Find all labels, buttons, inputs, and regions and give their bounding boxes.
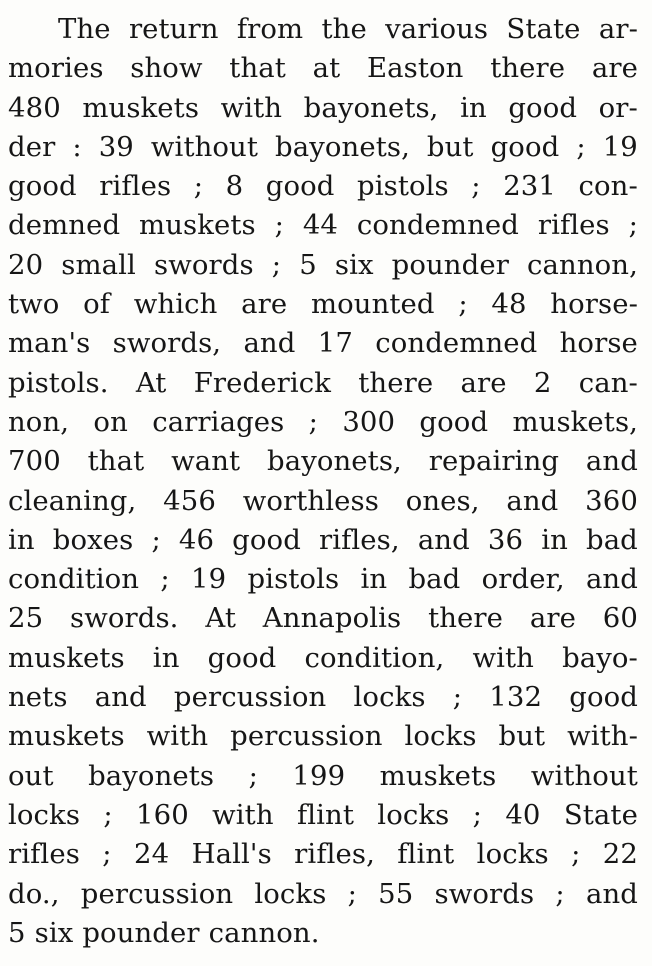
word: 132: [489, 681, 543, 714]
word: are: [460, 366, 507, 399]
word: At: [135, 366, 167, 399]
word: want: [171, 445, 241, 478]
word: swords: [434, 877, 535, 910]
word: ;: [628, 209, 638, 242]
word: there: [428, 602, 504, 635]
word: in: [8, 523, 35, 556]
word: Frederick: [193, 366, 332, 399]
word: muskets: [139, 209, 256, 242]
word: return: [128, 13, 219, 45]
word: At: [205, 602, 236, 635]
word: condition,: [304, 641, 445, 674]
text-line: [8, 403, 638, 442]
word: swords: [154, 248, 254, 281]
word: muskets: [8, 641, 125, 674]
word: ;: [151, 523, 161, 556]
word: man's: [8, 327, 91, 360]
word: 160: [136, 798, 189, 831]
word: non,: [8, 405, 70, 438]
word: 199: [292, 759, 346, 792]
text-line: [8, 717, 638, 756]
word: 456: [163, 484, 216, 517]
word: but: [426, 130, 474, 163]
word: 19: [602, 130, 638, 163]
word: out: [8, 759, 54, 792]
word: are: [591, 52, 638, 85]
text-line: [8, 324, 638, 363]
text-line: [8, 442, 638, 481]
word: 5: [299, 248, 317, 281]
text-line: [8, 796, 638, 835]
text-line: [8, 128, 638, 167]
word: good: [232, 523, 301, 556]
word: in: [541, 523, 568, 556]
word: nets: [8, 681, 68, 714]
word: bayonets,: [303, 91, 439, 124]
text-line: [8, 10, 638, 49]
word: 300: [342, 405, 396, 438]
word: good: [569, 681, 638, 714]
word: muskets,: [512, 405, 638, 438]
word: that: [87, 445, 145, 478]
word: condition: [8, 563, 140, 596]
word: rifles: [8, 838, 80, 871]
word: 22: [602, 838, 638, 871]
word: with: [212, 798, 274, 831]
word: horse: [559, 327, 638, 360]
word: without: [530, 759, 638, 792]
text-line: [8, 89, 638, 128]
text-line: [8, 875, 638, 914]
word: in: [360, 563, 388, 596]
word: ;: [308, 405, 319, 438]
word: mounted: [310, 288, 435, 321]
word: 5: [8, 916, 26, 949]
word: Annapolis: [262, 602, 402, 635]
word: 480: [8, 91, 61, 124]
text-line: [8, 167, 638, 206]
word: State: [563, 798, 638, 831]
word: with: [146, 720, 209, 753]
word: ;: [193, 170, 204, 203]
text-line: [8, 285, 638, 324]
word: The: [58, 13, 111, 45]
word: bad: [585, 523, 638, 556]
word: boxes: [52, 523, 134, 556]
text-line: [8, 835, 638, 874]
word: locks: [404, 720, 477, 753]
word: 360: [585, 484, 638, 517]
word: muskets: [379, 759, 497, 792]
word: rifles: [537, 209, 610, 242]
word: order,: [481, 563, 565, 596]
word: ;: [471, 170, 481, 203]
word: and: [585, 445, 638, 478]
text-line: [8, 206, 638, 245]
word: 24: [134, 838, 170, 871]
word: condemned: [356, 209, 519, 242]
word: but: [498, 720, 546, 753]
word: with-: [567, 720, 638, 753]
word: cleaning,: [8, 484, 137, 517]
word: locks: [476, 838, 549, 871]
word: swords,: [112, 327, 222, 360]
word: ;: [576, 130, 586, 163]
word: and: [585, 563, 638, 596]
word: good: [508, 91, 578, 124]
word: ;: [248, 759, 258, 792]
text-line: [8, 364, 638, 403]
word: 46: [178, 523, 215, 556]
word: 39: [98, 130, 134, 163]
word: pounder: [391, 248, 509, 281]
word: pistols: [247, 563, 340, 596]
word: in: [152, 641, 180, 674]
word: ones,: [405, 484, 480, 517]
word: ar-: [598, 13, 638, 45]
word: demned: [8, 209, 121, 242]
word: 60: [602, 602, 638, 635]
word: rifles: [99, 170, 172, 203]
word: various: [385, 13, 489, 45]
word: rifles,: [318, 523, 400, 556]
word: and: [585, 877, 638, 910]
word: 40: [505, 798, 541, 831]
word: that: [229, 52, 286, 85]
text-line: [8, 482, 638, 521]
word: pistols.: [8, 366, 109, 399]
word: cannon,: [527, 248, 638, 281]
word: are: [529, 602, 576, 635]
word: ;: [452, 681, 463, 714]
word: ;: [103, 798, 113, 831]
word: percussion: [173, 681, 327, 714]
word: condemned: [375, 327, 538, 360]
word: show: [130, 52, 203, 85]
text-line: [8, 599, 638, 638]
word: 55: [378, 877, 414, 910]
word: 25: [8, 602, 44, 635]
word: 36: [487, 523, 524, 556]
word: ;: [571, 838, 581, 871]
word: six: [34, 916, 74, 949]
word: in: [460, 91, 487, 124]
word: there: [358, 366, 434, 399]
word: there: [490, 52, 566, 85]
word: 231: [503, 170, 556, 203]
word: muskets: [8, 720, 125, 753]
word: ;: [555, 877, 565, 910]
word: without: [150, 130, 259, 163]
word: small: [61, 248, 136, 281]
word: 20: [8, 248, 44, 281]
word: locks: [353, 681, 426, 714]
word: with: [220, 91, 283, 124]
word: do.,: [8, 877, 60, 910]
word: with: [472, 641, 534, 674]
text-line: [8, 914, 638, 953]
word: :: [72, 130, 82, 163]
word: bayonets: [88, 759, 215, 792]
word: and: [417, 523, 470, 556]
word: on: [93, 405, 128, 438]
word: 19: [191, 563, 227, 596]
word: ;: [102, 838, 112, 871]
word: good: [490, 130, 560, 163]
word: and: [94, 681, 147, 714]
word: Hall's: [191, 838, 272, 871]
word: ;: [347, 877, 357, 910]
word: swords.: [70, 602, 179, 635]
word: 700: [8, 445, 61, 478]
text-line: [8, 521, 638, 560]
word: 44: [302, 209, 339, 242]
word: at: [312, 52, 341, 85]
word: good: [265, 170, 335, 203]
word: ;: [271, 248, 282, 281]
word: ;: [458, 288, 468, 321]
word: mories: [8, 52, 104, 85]
word: and: [243, 327, 296, 360]
word: good: [207, 641, 277, 674]
word: der: [8, 130, 56, 163]
word: 17: [317, 327, 353, 360]
word: percussion: [80, 877, 234, 910]
word: Easton: [366, 52, 464, 85]
word: repairing: [428, 445, 560, 478]
word: ;: [472, 798, 483, 831]
word: flint: [397, 838, 455, 871]
word: can-: [578, 366, 638, 399]
word: ;: [274, 209, 284, 242]
word: bayonets,: [275, 130, 410, 163]
word: carriages: [152, 405, 285, 438]
word: which: [133, 288, 218, 321]
text-line: [8, 678, 638, 717]
text-line: [8, 560, 638, 599]
word: 2: [533, 366, 552, 399]
text-line: [8, 757, 638, 796]
word: from: [236, 13, 304, 45]
word: cannon.: [208, 916, 320, 949]
word: rifles,: [294, 838, 375, 871]
word: pounder: [82, 916, 200, 949]
word: six: [334, 248, 374, 281]
word: good: [8, 170, 77, 203]
word: of: [83, 288, 111, 321]
word: locks: [8, 798, 81, 831]
word: pistols: [357, 170, 449, 203]
word: locks: [377, 798, 450, 831]
word: and: [506, 484, 559, 517]
word: percussion: [230, 720, 383, 753]
text-line: [8, 49, 638, 88]
word: bayonets,: [267, 445, 402, 478]
word: con-: [578, 170, 638, 203]
word: the: [321, 13, 367, 45]
word: two: [8, 288, 60, 321]
text-line: [8, 246, 638, 285]
word: bayo-: [562, 641, 638, 674]
text-line: [8, 639, 638, 678]
word: bad: [408, 563, 461, 596]
word: are: [241, 288, 288, 321]
word: 48: [491, 288, 527, 321]
word: or-: [598, 91, 638, 124]
word: good: [419, 405, 489, 438]
word: muskets: [82, 91, 200, 124]
word: 8: [225, 170, 244, 203]
word: horse-: [550, 288, 638, 321]
word: State: [506, 13, 581, 45]
word: flint: [296, 798, 354, 831]
word: worthless: [242, 484, 379, 517]
word: ;: [160, 563, 170, 596]
word: locks: [254, 877, 327, 910]
